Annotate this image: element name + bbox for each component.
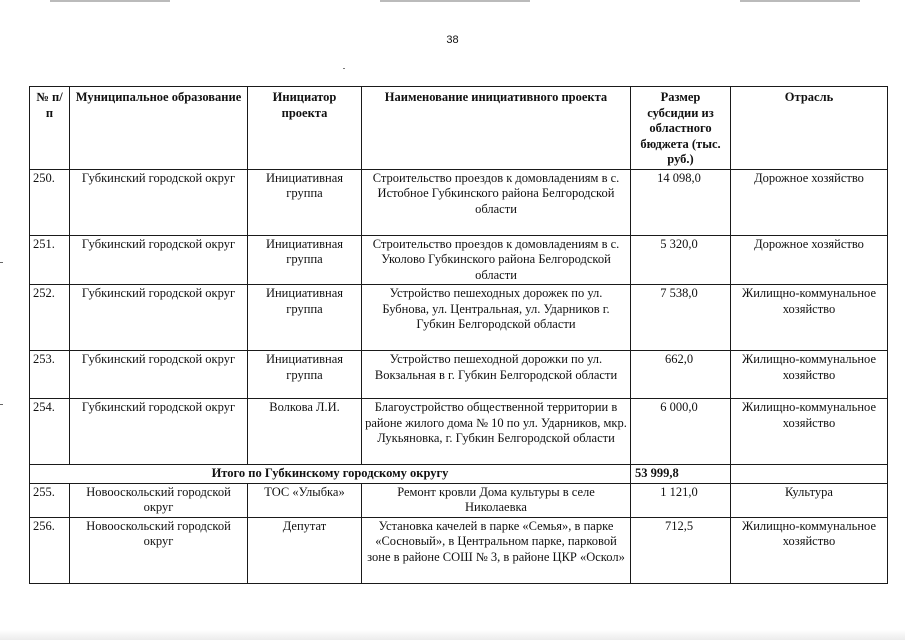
row-municipality: Губкинский городской округ — [70, 399, 248, 465]
table-row — [30, 169, 888, 235]
row-num: 252. — [30, 285, 70, 351]
row-project: Ремонт кровли Дома культуры в селе Николаевка — [362, 483, 631, 517]
row-subsidy: 5 320,0 — [631, 235, 731, 285]
row-project: Устройство пешеходной дорожки по ул. Вокзальная в г. Губкин Белгородской области — [362, 351, 631, 399]
row-municipality: Новооскольский городской округ — [70, 517, 248, 583]
table-row — [30, 483, 888, 517]
row-num: 255. — [30, 483, 70, 517]
scan-bottom-shadow — [0, 630, 905, 640]
total-value: 53 999,8 — [631, 465, 731, 484]
margin-mark — [0, 262, 3, 263]
row-initiator: Волкова Л.И. — [248, 399, 362, 465]
row-municipality: Губкинский городской округ — [70, 235, 248, 285]
row-subsidy: 6 000,0 — [631, 399, 731, 465]
row-sector: Дорожное хозяйство — [731, 169, 888, 235]
row-project: Строительство проездов к домовладениям в с. Истобное Губкинского района Белгородской области — [362, 169, 631, 235]
scan-speck — [343, 68, 345, 69]
row-project: Установка качелей в парке «Семья», в парке «Сосновый», в Центральном парке, парковой зоне в районе СОШ № 3, в районе ЦКР «Оскол» — [362, 517, 631, 583]
row-initiator: Инициативная группа — [248, 235, 362, 285]
total-row — [30, 465, 888, 484]
scan-edge-line — [740, 0, 860, 2]
row-initiator: Инициативная группа — [248, 285, 362, 351]
table-header-row — [30, 87, 888, 170]
row-sector: Жилищно-коммунальное хозяйство — [731, 351, 888, 399]
row-municipality: Губкинский городской округ — [70, 351, 248, 399]
row-initiator: Инициативная группа — [248, 169, 362, 235]
total-empty-cell — [731, 465, 888, 484]
row-project: Строительство проездов к домовладениям в с. Уколово Губкинского района Белгородской области — [362, 235, 631, 285]
scan-edge-line — [50, 0, 170, 2]
row-subsidy: 662,0 — [631, 351, 731, 399]
row-sector: Культура — [731, 483, 888, 517]
row-project: Устройство пешеходных дорожек по ул. Бубнова, ул. Центральная, ул. Ударников г. Губкин Белгородской области — [362, 285, 631, 351]
header-municipality: Муниципальное образование — [70, 87, 248, 170]
total-label: Итого по Губкинскому городскому округу — [30, 465, 631, 484]
table-row — [30, 351, 888, 399]
row-subsidy: 7 538,0 — [631, 285, 731, 351]
page-number: 38 — [446, 34, 459, 46]
row-municipality: Новооскольский городской округ — [70, 483, 248, 517]
row-sector: Жилищно-коммунальное хозяйство — [731, 517, 888, 583]
projects-table — [29, 86, 888, 584]
row-num: 251. — [30, 235, 70, 285]
row-initiator: ТОС «Улыбка» — [248, 483, 362, 517]
row-num: 256. — [30, 517, 70, 583]
row-initiator: Инициативная группа — [248, 351, 362, 399]
scan-edge-line — [380, 0, 530, 2]
row-num: 253. — [30, 351, 70, 399]
row-subsidy: 712,5 — [631, 517, 731, 583]
header-initiator: Инициатор проекта — [248, 87, 362, 170]
table-row — [30, 235, 888, 285]
row-subsidy: 1 121,0 — [631, 483, 731, 517]
row-sector: Дорожное хозяйство — [731, 235, 888, 285]
header-num: № п/п — [30, 87, 70, 170]
row-sector: Жилищно-коммунальное хозяйство — [731, 399, 888, 465]
table-row — [30, 285, 888, 351]
row-subsidy: 14 098,0 — [631, 169, 731, 235]
row-initiator: Депутат — [248, 517, 362, 583]
margin-mark — [0, 404, 3, 405]
row-municipality: Губкинский городской округ — [70, 169, 248, 235]
table-row — [30, 399, 888, 465]
row-num: 254. — [30, 399, 70, 465]
table-row — [30, 517, 888, 583]
row-municipality: Губкинский городской округ — [70, 285, 248, 351]
header-project: Наименование инициативного проекта — [362, 87, 631, 170]
row-project: Благоустройство общественной территории в районе жилого дома № 10 по ул. Ударников, мкр. Лукьяновка, г. Губкин Белгородской области — [362, 399, 631, 465]
header-sector: Отрасль — [731, 87, 888, 170]
header-subsidy: Размер субсидии из областного бюджета (тыс. руб.) — [631, 87, 731, 170]
row-num: 250. — [30, 169, 70, 235]
row-sector: Жилищно-коммунальное хозяйство — [731, 285, 888, 351]
